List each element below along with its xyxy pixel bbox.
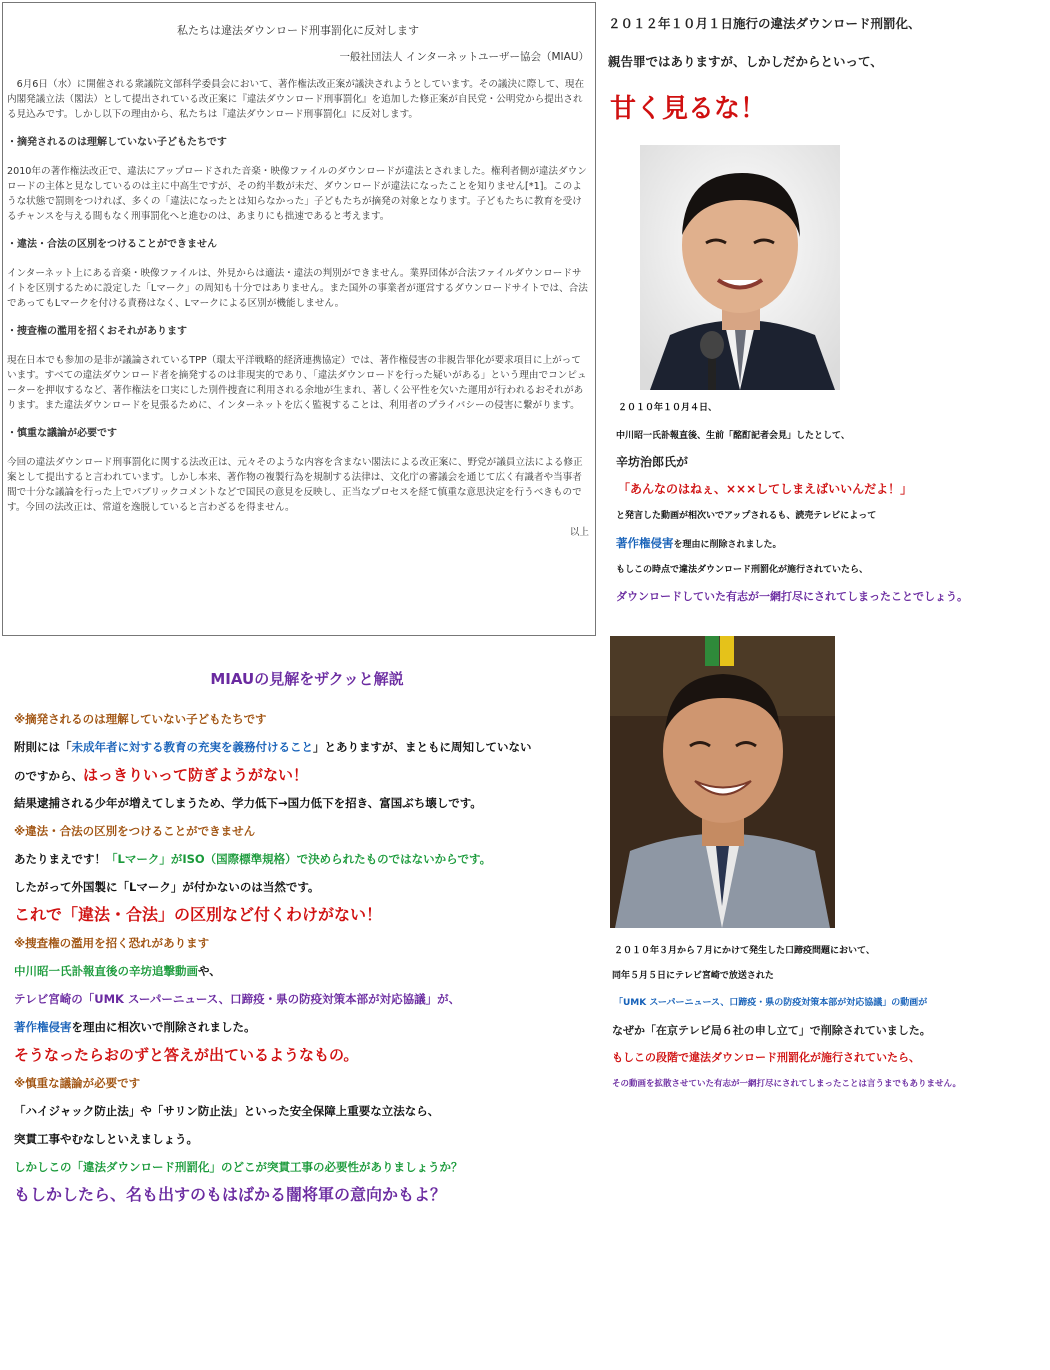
commentary-heading: ※違法・合法の区別をつけることができません	[14, 824, 256, 838]
commentary-heading: ※摘発されるのは理解していない子どもたちです	[14, 712, 267, 726]
caption-line: 中川昭一氏訃報直後、生前「酩酊記者会見」したとして、	[616, 431, 850, 441]
commentary-line	[14, 845, 600, 873]
commentary-line	[14, 1013, 600, 1041]
commentary-line: テレビ宮崎の「UMK スーパーニュース、口蹄疫・県の防疫対策本部が対応協議」が、	[14, 992, 461, 1006]
caption-line: ２０１０年１０月４日、	[618, 403, 718, 413]
caption-quote: 「あんなのはねぇ、×××してしまえばいいんだよ！」	[618, 482, 913, 496]
commentary-line	[14, 761, 600, 789]
caption-line: ダウンロードしていた有志が一網打尽にされてしまったことでしょう。	[616, 590, 968, 603]
statement-heading: ・違法・合法の区別をつけることができません	[7, 239, 217, 250]
caption-line: 辛坊治郎氏が	[616, 455, 689, 469]
statement-box	[2, 2, 596, 636]
commentary-line: したがって外国製に「Lマーク」が付かないのは当然です。	[14, 880, 320, 894]
statement-heading: ・捜査権の濫用を招くおそれがあります	[7, 326, 187, 337]
commentary-line: しかしこの「違法ダウンロード刑罰化」のどこが突貫工事の必要性がありましょうか？	[14, 1160, 463, 1174]
caption-line: もしこの段階で違法ダウンロード刑罰化が施行されていたら、	[612, 1051, 920, 1064]
commentary-line: 突貫工事やむなしといえましょう。	[14, 1132, 198, 1146]
commentary-line: 結果逮捕される少年が増えてしまうため、学力低下→国力低下を招き、富国ぶち壊しです。	[14, 796, 482, 810]
statement-org: 一般社団法人 インターネットユーザー協会（MIAU）	[339, 51, 589, 63]
commentary-line: これで「違法・合法」の区別など付くわけがない！	[14, 905, 383, 924]
commentary-line: もしかしたら、名も出すのもはばかる闇将軍の意向かもよ？	[14, 1185, 447, 1204]
highlight-span: 中川昭一氏訃報直後の辛坊追撃動画	[14, 964, 198, 978]
caption-line: その動画を拡散させていた有志が一網打尽にされてしまったことは言うまでもありません。	[612, 1079, 962, 1089]
statement-paragraph: 現在日本でも参加の是非が議論されているTPP（環太平洋戦略的経済連携協定）では、著作権侵害の非親告罪化が要求項目に上がっています。すべての違法ダウンロード者を摘発するのは非現実的であり、「違法ダウンロードを行った疑いがある」という理由でコンピューターを押収するなど、著作権法を口実にした別件捜査に利用される余地が生まれ、著しく公平性を欠いた運用が行われるおそれがあります。また違法ダウンロードを見張るために、インターネットを広く監視することは、利用者のプライバシーの侵害に繋がります。	[7, 355, 587, 411]
commentary-line: そうなったらおのずと答えが出ているようなもの。	[14, 1046, 359, 1064]
caption-line: 同年５月５日にテレビ宮崎で放送された	[612, 971, 774, 981]
caption-line: 「UMK スーパーニュース、口蹄疫・県の防疫対策本部が対応協議」の動画が	[614, 998, 928, 1008]
statement-paragraph: 2010年の著作権法改正で、違法にアップロードされた音楽・映像ファイルのダウンロードが違法とされました。権利者側が違法ダウンロードの主体と見なしているのは主に中高生ですが、その約半数が未だ、ダウンロードが違法になったことを知りません[*1]。このような状態で罰則をつければ、多くの「違法になったとは知らなかった」子どもたちが摘発の対象となります。子どもたちに教育を受けるチャンスを与える間もなく刑事罰化へと進むのは、あまりにも拙速であると考えます。	[7, 166, 587, 222]
commentary-heading: ※捜査権の濫用を招く恐れがあります	[14, 936, 210, 950]
commentary-line	[14, 957, 600, 985]
commentary-line	[14, 733, 600, 761]
caption-line	[616, 535, 782, 551]
statement-title: 私たちは違法ダウンロード刑事罰化に反対します	[177, 24, 419, 37]
statement-heading: ・摘発されるのは理解していない子どもたちです	[7, 137, 227, 148]
statement-heading: ・慎重な議論が必要です	[7, 428, 117, 439]
right-intro-line: ２０１２年１０月１日施行の違法ダウンロード刑罰化、	[608, 16, 921, 31]
commentary-title: MIAUの見解をザクッと解説	[210, 670, 404, 688]
commentary-line: 「ハイジャック防止法」や「サリン防止法」といった安全保障上重要な立法なら、	[14, 1104, 440, 1118]
statement-paragraph: 今回の違法ダウンロード刑事罰化に関する法改正は、元々そのような内容を含まない閣法による改正案に、野党が議員立法による修正案として提出すると言われています。しかし本来、著作物の複製行為を規制する法律は、文化庁の審議会を通じて広く有識者や当事者間で十分な議論を行った上でパブリックコメントなどで国民の意見を反映し、正当なプロセスを経て慎重な意思決定を行うべきものです。今回の法改正は、常道を逸脱していると言わざるを得ません。	[7, 457, 583, 513]
highlight-span: 著作権侵害	[14, 1020, 72, 1034]
text-span: や、	[198, 964, 221, 978]
text-span: 」とありますが、まともに周知していない	[313, 740, 532, 754]
text-span: 附則には「	[14, 740, 72, 754]
person-photo-2	[610, 636, 835, 928]
caption-line: なぜか「在京テレビ局６社の申し立て」で削除されていました。	[612, 1024, 931, 1037]
highlight-span: 未成年者に対する教育の充実を義務付けること	[71, 740, 313, 754]
right-headline: 甘く見るな！	[610, 94, 767, 124]
commentary-heading: ※慎重な議論が必要です	[14, 1076, 141, 1090]
caption-line: ２０１０年３月から７月にかけて発生した口蹄疫問題において、	[614, 946, 875, 956]
caption-line: と発言した動画が相次いでアップされるも、読売テレビによって	[616, 511, 877, 521]
highlight-span: 著作権侵害	[616, 536, 674, 550]
statement-end: 以上	[569, 527, 589, 538]
statement-lead: 6月6日（水）に開催される衆議院文部科学委員会において、著作権法改正案が議決されようとしています。その議決に際して、現在内閣発議立法（閣法）として提出されている改正案に『違法ダウンロード刑事罰化』を追加した修正案が自民党・公明党から提出される見込みです。しかし以下の理由から、私たちは『違法ダウンロード刑事罰化』に反対します。	[7, 79, 585, 120]
text-span: を理由に相次いで削除されました。	[71, 1020, 256, 1034]
commentary	[14, 668, 600, 1209]
text-span: を理由に削除されました。	[673, 540, 782, 550]
highlight-span: 「Lマーク」がISO（国際標準規格）で決められたものではないからです。	[106, 852, 492, 866]
text-span: のですから、	[14, 769, 83, 783]
right-intro-line: 親告罪ではありますが、しかしだからといって、	[608, 54, 883, 69]
statement-paragraph: インターネット上にある音楽・映像ファイルは、外見からは適法・違法の判別ができません。業界団体が合法ファイルダウンロードサイトを区別するために設定した「Lマーク」の周知も十分ではありません。また国外の事業者が運営するダウンロードサイトでは、合法であってもLマークを付ける責務はなく、Lマークによる区別が機能しません。	[7, 268, 588, 309]
caption-line: もしこの時点で違法ダウンロード刑罰化が施行されていたら、	[616, 565, 869, 575]
person-photo-1	[640, 145, 840, 390]
highlight-span: はっきりいって防ぎようがない！	[83, 766, 309, 784]
text-span: あたりまえです！	[14, 852, 106, 866]
